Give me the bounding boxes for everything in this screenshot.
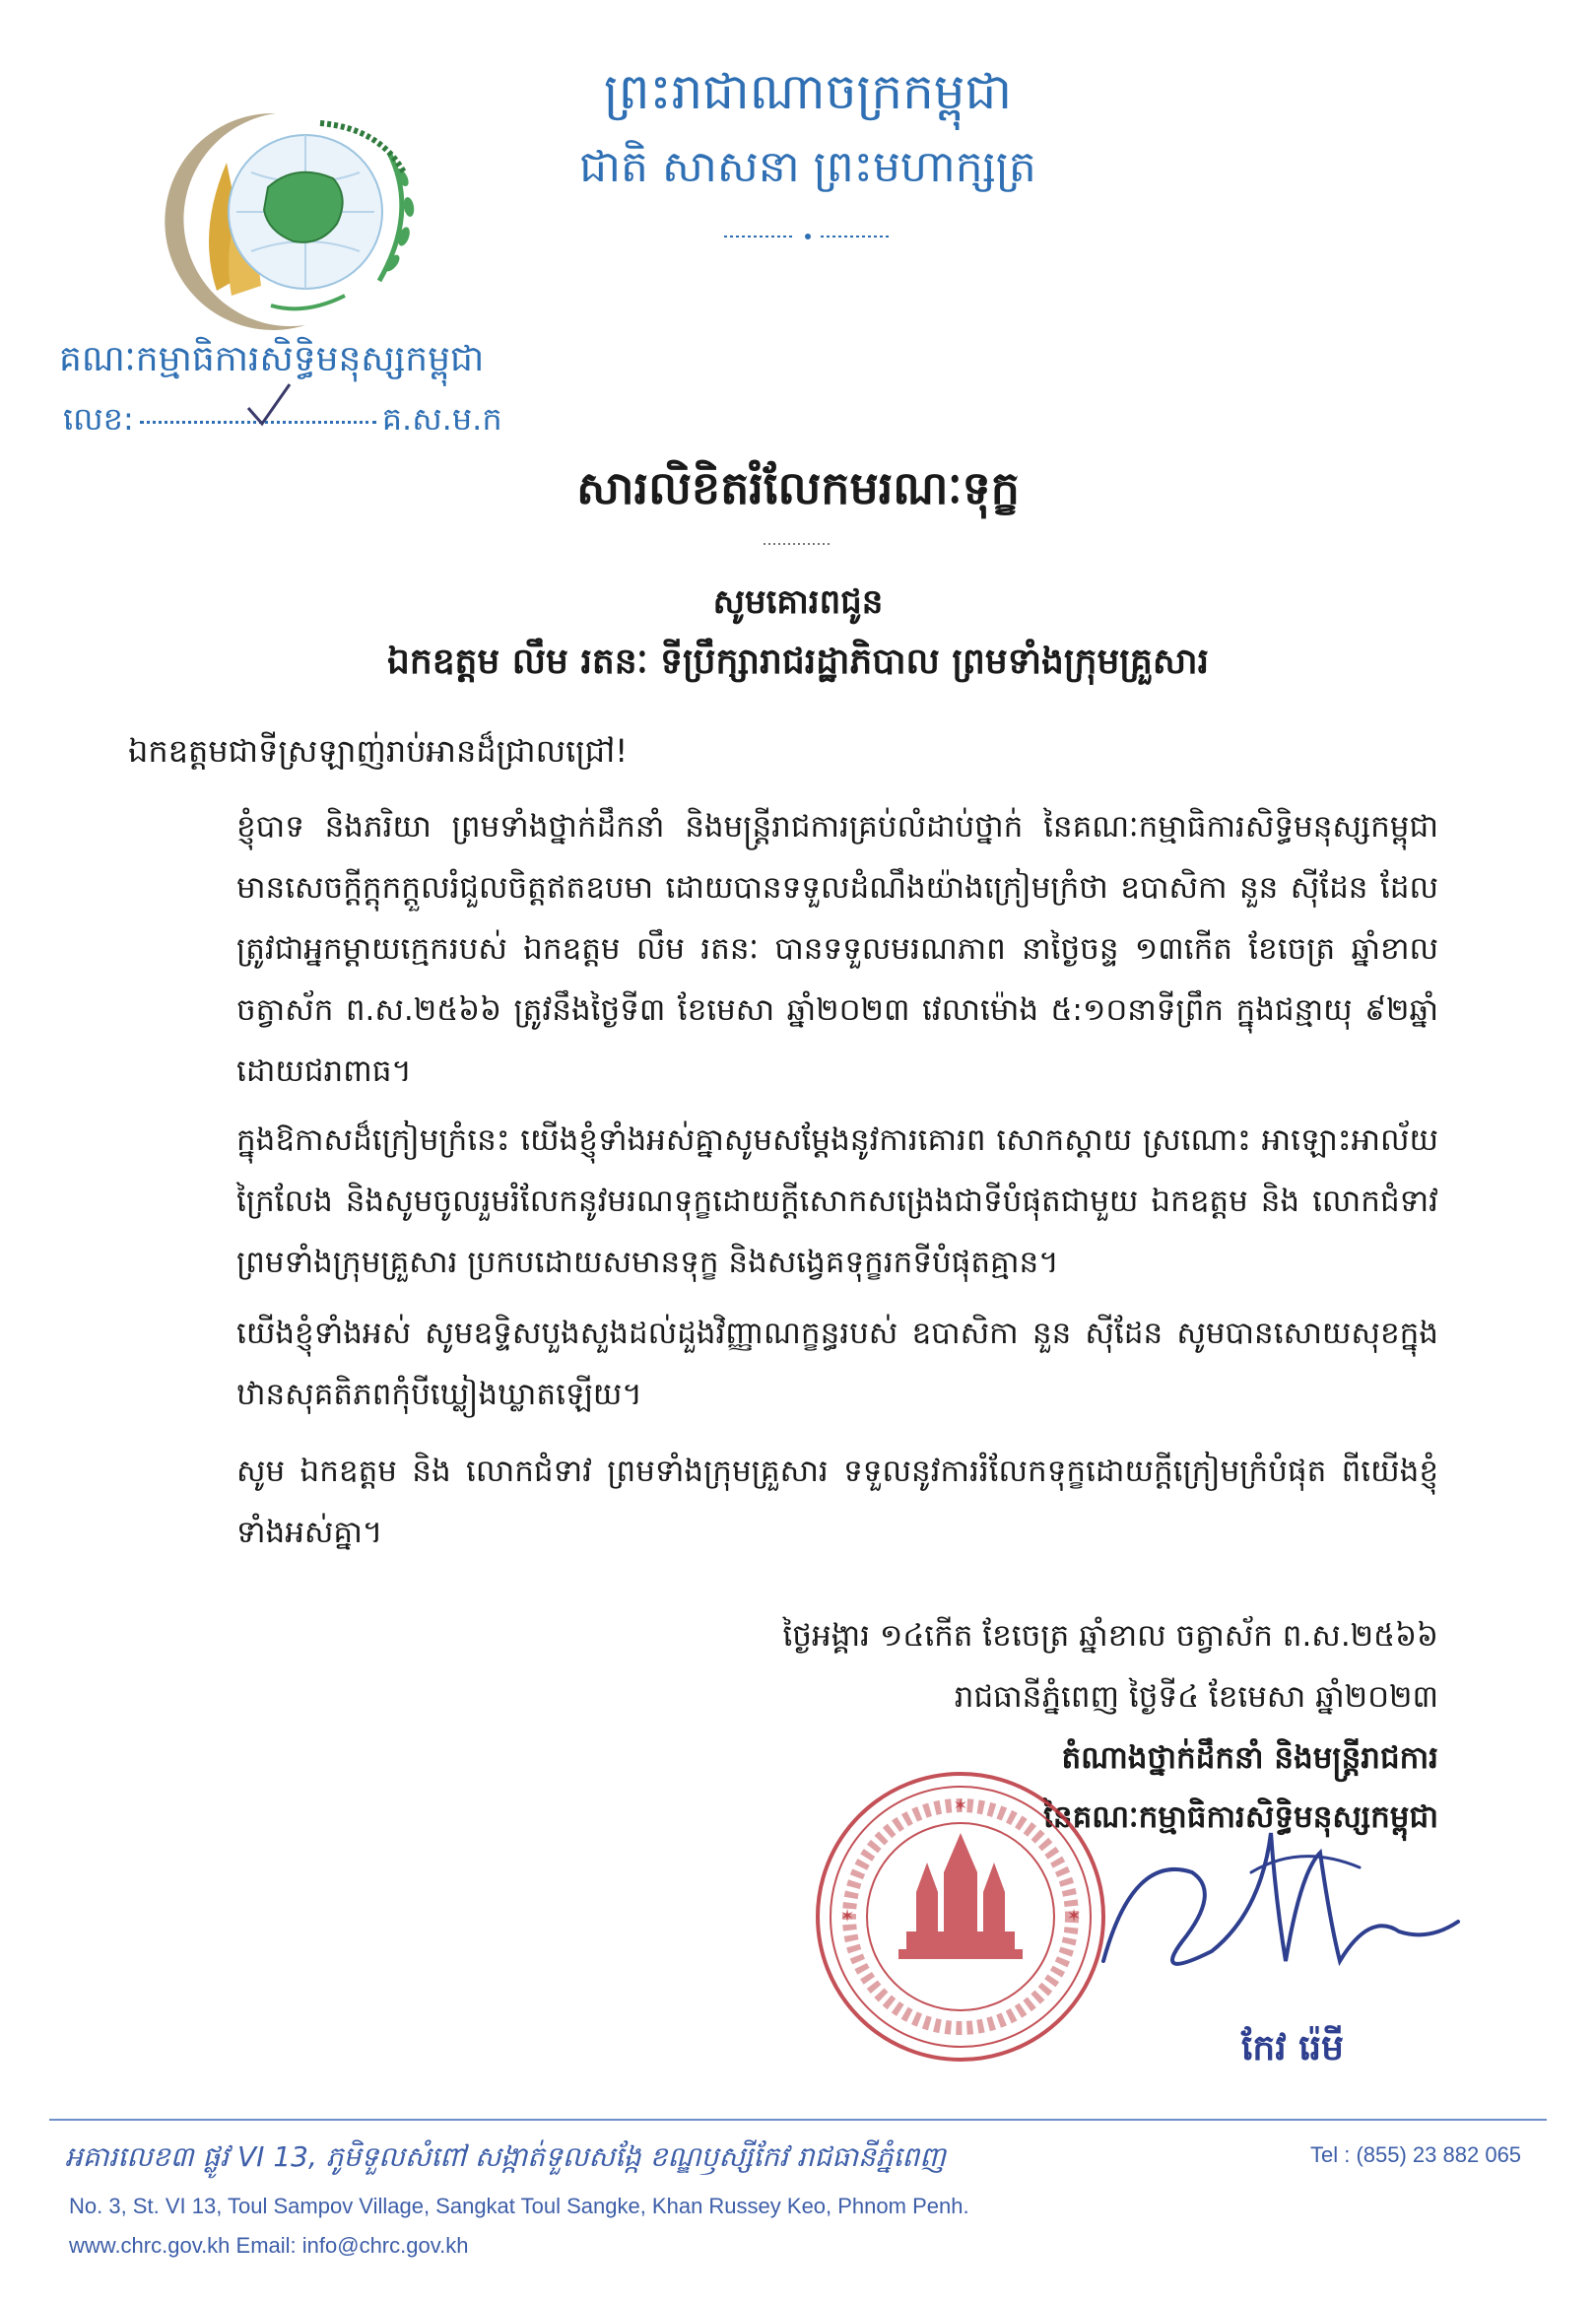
svg-text:✶: ✶ [839, 1906, 855, 1927]
on-behalf-line-1: តំណាងថ្នាក់ដឹកនាំ និងមន្ត្រីរាជការ [1061, 1740, 1438, 1776]
ref-suffix: គ.ស.ម.ក [381, 400, 502, 438]
signer-name: កែវ រ៉េមី [1241, 2028, 1344, 2068]
handwritten-signature [1074, 1813, 1468, 1991]
svg-text:✶: ✶ [1066, 1906, 1082, 1927]
ref-prefix: លេខ: [63, 400, 134, 438]
recipient-line: ឯកឧត្តម លឹម រតនៈ ទីប្រឹក្សារាជរដ្ឋាភិបាល ព្រមទាំងក្រុមគ្រួសារ [386, 642, 1210, 682]
lunar-date: ថ្ងៃអង្គារ ១៤កើត ខែចេត្រ ឆ្នាំខាល ចត្វាស័ក ព.ស.២៥៦៦ [782, 1618, 1438, 1654]
title-ornament [764, 540, 832, 548]
footer-telephone: Tel : (855) 23 882 065 [1310, 2142, 1522, 2167]
place-date: រាជធានីភ្នំពេញ ថ្ងៃទី៤ ខែមេសា ឆ្នាំ២០២៣ [954, 1679, 1438, 1715]
document-title: សារលិខិតរំលែកមរណៈទុក្ខ [576, 461, 1020, 514]
body-paragraph-3: យើងខ្ញុំទាំងអស់ សូមឧទ្ទិសបួងសួងដល់ដួងវិញ្ញាណក្ខន្ធរបស់ ឧបាសិកា នួន ស៊ីដែន សូមបានសោយសុខក្នុងឋានសុគតិភពកុំបីឃ្លៀងឃ្លាតឡើយ។ [236, 1316, 1438, 1412]
body-paragraph-2: ក្នុងឱកាសដ៏ក្រៀមក្រំនេះ យើងខ្ញុំទាំងអស់គ្នាសូមសម្តែងនូវការគោរព សោកស្តាយ ស្រណោះ អាឡោះអាល័យក្រៃលែង និងសូមចូលរួមរំលែកនូវមរណទុក្ខដោយក្តីសោកសង្រេងជាទីបំផុតជាមួយ ឯកឧត្តម និង លោកជំទាវ ព្រមទាំងក្រុមគ្រួសារ ប្រកបដោយសមានទុក្ខ និងសង្វេគទុក្ខរកទីបំផុតគ្មាន។ [236, 1122, 1438, 1280]
national-motto: ជាតិ សាសនា ព្រះមហាក្សត្រ [579, 142, 1036, 192]
footer-divider [49, 2119, 1547, 2121]
footer-address-khmer: អគារលេខ៣ ផ្លូវ VI 13, ភូមិទួលសំពៅ សង្កាត់ទួលសង្កែ ខណ្ឌឫស្សីកែវ រាជធានីភ្នំពេញ [65, 2140, 946, 2173]
header-ornament [724, 233, 892, 240]
salutation: សូមគោរពជូន [712, 582, 884, 622]
kingdom-heading: ព្រះរាជាណាចក្រកម្ពុជា [603, 63, 1013, 120]
greeting: ឯកឧត្តមជាទីស្រឡាញ់រាប់អានដ៏ជ្រាលជ្រៅ! [128, 732, 629, 770]
official-seal [808, 1764, 1113, 2069]
organization-name: គណៈកម្មាធិការសិទ្ធិមនុស្សកម្ពុជា [59, 339, 485, 379]
svg-text:✶: ✶ [953, 1796, 968, 1816]
on-behalf-line-2: នៃគណៈកម្មាធិការសិទ្ធិមនុស្សកម្ពុជា [1043, 1799, 1438, 1835]
footer-website-email[interactable]: www.chrc.gov.kh Email: info@chrc.gov.kh [69, 2233, 469, 2258]
footer-address-english: No. 3, St. VI 13, Toul Sampov Village, Sangkat Toul Sangke, Khan Russey Keo, Phnom Penh. [69, 2194, 969, 2218]
chrc-logo [158, 94, 443, 335]
body-paragraph-1: ខ្ញុំបាទ និងភរិយា ព្រមទាំងថ្នាក់ដឹកនាំ និងមន្ត្រីរាជការគ្រប់លំដាប់ថ្នាក់ នៃគណៈកម្មាធិការសិទ្ធិមនុស្សកម្ពុជា មានសេចក្តីក្តុកក្តួលរំជួលចិត្តឥតឧបមា ដោយបានទទួលដំណឹងយ៉ាងក្រៀមក្រំថា ឧបាសិកា នួន ស៊ីដែន ដែលត្រូវជាអ្នកម្តាយក្មេករបស់ ឯកឧត្តម លឹម រតនៈ បានទទួលមរណភាព នាថ្ងៃចន្ទ ១៣កើត ខែចេត្រ ឆ្នាំខាល ចត្វាស័ក ព.ស.២៥៦៦ ត្រូវនឹងថ្ងៃទី៣ ខែមេសា ឆ្នាំ២០២៣ វេលាម៉ោង ៥:១០នាទីព្រឹក ក្នុងជន្មាយុ ៩២ឆ្នាំ ដោយជរាពាធ។ [236, 809, 1438, 1089]
body-paragraph-4: សូម ឯកឧត្តម និង លោកជំទាវ ព្រមទាំងក្រុមគ្រួសារ ទទួលនូវការរំលែកទុក្ខដោយក្តីក្រៀមក្រំបំផុត ពីយើងខ្ញុំទាំងអស់គ្នា។ [236, 1454, 1438, 1550]
check-mark-icon [244, 380, 294, 428]
